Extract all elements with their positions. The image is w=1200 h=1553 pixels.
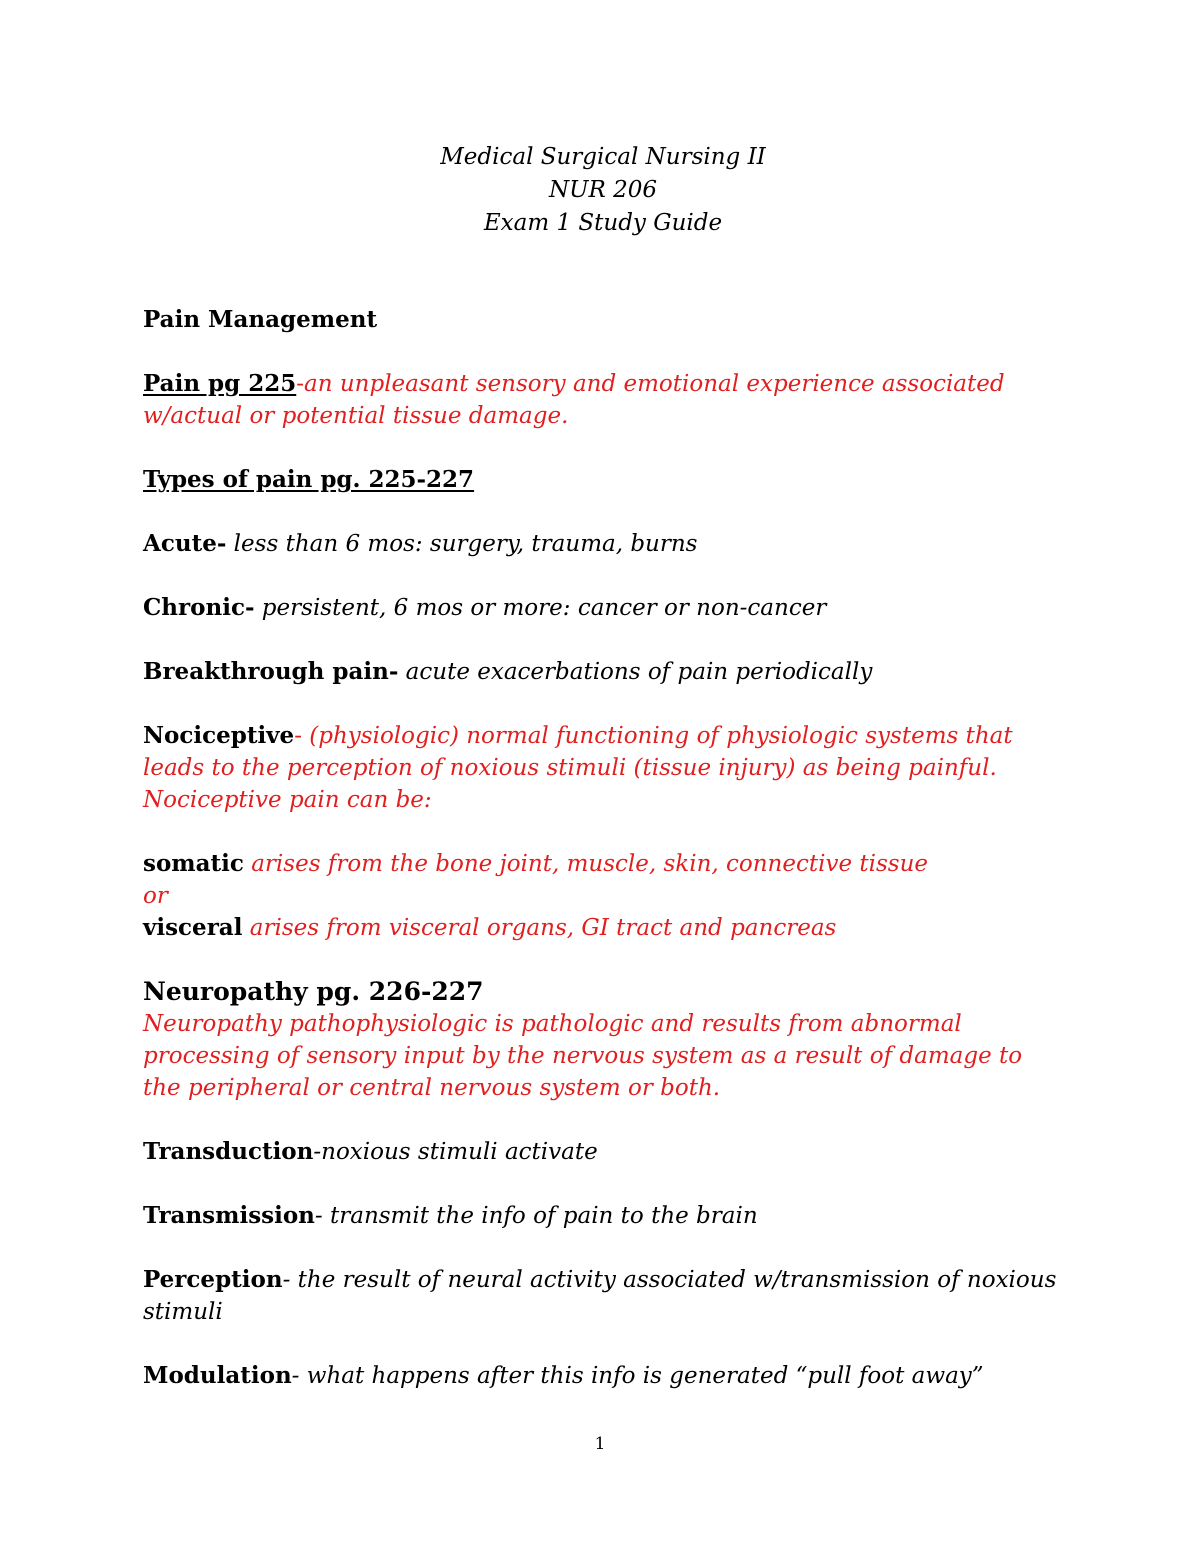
section-title: Pain Management [143,306,378,333]
nociceptive-entry [143,720,1063,816]
types-heading: Types of pain pg. 225-227 [143,466,475,493]
or-connector: or [143,883,168,909]
nociceptive-term: Nociceptive [143,722,295,749]
transmission-definition: - transmit the info of pain to the brain [314,1203,758,1229]
breakthrough-entry [143,656,1063,688]
pain-term: Pain pg 225 [143,370,297,397]
breakthrough-definition: acute exacerbations of pain periodically [398,659,873,685]
modulation-definition: - what happens after this info is generated “pull foot away” [291,1363,984,1389]
pain-sep: - [296,371,305,397]
visceral-term: visceral [143,914,243,941]
document-header [143,141,1063,240]
acute-term: Acute- [143,530,227,557]
acute-entry [143,528,1063,560]
nociceptive-sep: - [294,723,310,749]
perception-term: Perception [143,1266,283,1293]
page-number: 1 [594,1434,606,1454]
acute-definition: less than 6 mos: surgery, trauma, burns [226,531,698,557]
chronic-entry [143,592,1063,624]
guide-title: Exam 1 Study Guide [483,210,723,236]
modulation-term: Modulation [143,1362,292,1389]
neuropathy-heading: Neuropathy pg. 226-227 [143,977,484,1006]
perception-definition: - the result of neural activity associated w/transmission of noxious stimuli [143,1267,1057,1325]
chronic-term: Chronic- [143,594,255,621]
transmission-term: Transmission [143,1202,315,1229]
page-content [143,141,1063,1392]
somatic-definition: arises from the bone joint, muscle, skin, connective tissue [243,851,928,877]
transduction-term: Transduction [143,1138,314,1165]
nociceptive-definition: (physiologic) normal functioning of physiologic systems that leads to the perception of noxious stimuli (tissue injury) as being painful. Nociceptive pain can be: [143,723,1013,813]
course-code: NUR 206 [548,177,658,203]
somatic-term: somatic [143,850,244,877]
perception-entry [143,1264,1063,1328]
visceral-entry [143,912,1063,944]
course-title: Medical Surgical Nursing II [440,144,766,170]
modulation-entry [143,1360,1063,1392]
transduction-entry [143,1136,1063,1168]
chronic-definition: persistent, 6 mos or more: cancer or non-cancer [254,595,827,621]
pain-definition-text: an unpleasant sensory and emotional experience associated w/actual or potential tissue damage. [143,371,1005,429]
transduction-definition: -noxious stimuli activate [313,1139,598,1165]
transmission-entry [143,1200,1063,1232]
somatic-entry [143,848,1063,880]
pain-definition [143,368,1063,432]
visceral-definition: arises from visceral organs, GI tract and pancreas [242,915,837,941]
neuropathy-definition: Neuropathy pathophysiologic is pathologic and results from abnormal processing of sensory input by the nervous system as a result of damage to the peripheral or central nervous system or both. [143,1011,1023,1101]
breakthrough-term: Breakthrough pain- [143,658,399,685]
